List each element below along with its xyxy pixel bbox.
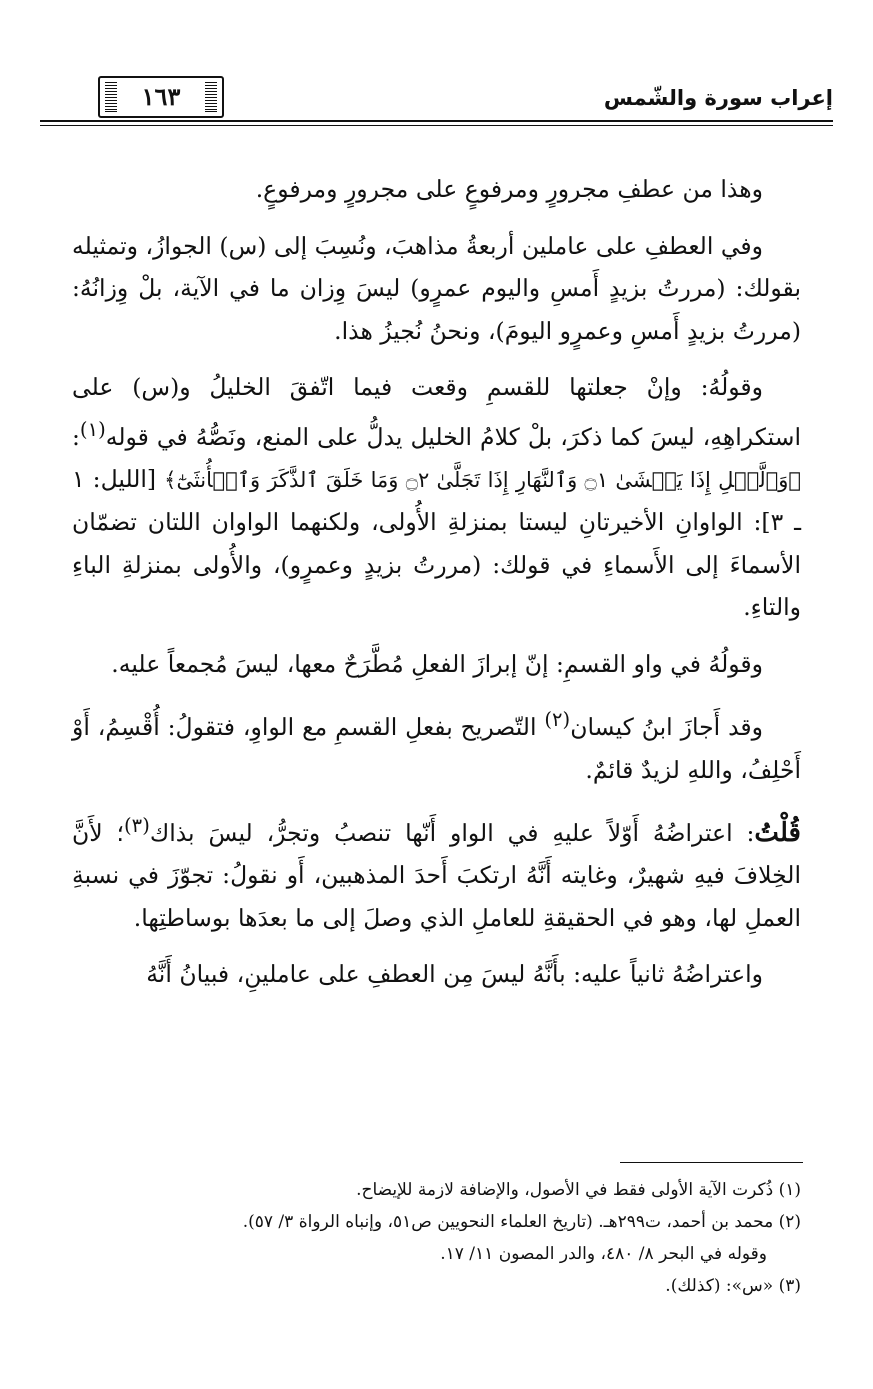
footnote-1: (١) ذُكرت الآية الأولى فقط في الأصول، والإضافة لازمة للإيضاح.	[356, 1180, 801, 1200]
paragraph-3-text-a: وقولُهُ: وإنْ جعلتها للقسمِ وقعت فيما اتّفقَ الخليلُ و(س) على استكراهِهِ، ليسَ كما ذكرَ، بلْ كلامُ الخليل يدلُّ على المنع، ونَصُّهُ في قوله	[72, 373, 801, 451]
page-number: ١٦٣	[141, 82, 181, 111]
paragraph-3-text-b: :	[72, 422, 80, 451]
footnote-2: (٢) محمد بن أحمد، ت٢٩٩هـ. (تاريخ العلماء النحويين ص٥١، وإنباه الرواة ٣/ ٥٧).	[242, 1212, 801, 1232]
footnote-3: (٣) «س»: (كذلك).	[665, 1276, 801, 1296]
main-text	[72, 168, 801, 1010]
running-title: إعراب سورة والشّمس	[603, 86, 833, 110]
paragraph-3	[72, 366, 801, 629]
keyword-qultu: قُلْتُ	[754, 817, 801, 848]
page-number-ornament	[98, 76, 224, 118]
paragraph-4: وقولُهُ في واو القسمِ: إنّ إبرازَ الفعلِ مُطَّرَحٌ معها، ليسَ مُجمعاً عليه.	[111, 649, 763, 678]
paragraph-5	[72, 699, 801, 791]
footnote-ref-3: (٣)	[124, 814, 150, 838]
footnote-ref-2: (٢)	[544, 708, 571, 732]
paragraph-2: وفي العطفِ على عاملين أربعةُ مذاهبَ، ونُسِبَ إلى (س) الجوازُ، وتمثيله بقولك: (مررتُ بزيدٍ أَمسِ واليوم عمرٍو) ليسَ وِزان ما في الآية، بلْ وِزانُهُ: (مررتُ بزيدٍ أَمسِ وعمرٍو اليومَ)، ونحنُ نُجيزُ هذا.	[71, 231, 801, 345]
paragraph-6	[72, 805, 801, 939]
paragraph-6-text-b: ؛ لأَنَّ الخِلافَ فيهِ شهيرٌ، وغايته أَنَّهُ ارتكبَ أَحدَ المذهبين، أَو نقولُ: تجوّزَ في نسبةِ العملِ لها، وهو في الحقيقةِ للعاملِ الذي وصلَ إلى ما بعدَها بوساطتِها.	[72, 818, 801, 932]
quran-verse: ﴿وَٱلَّيۡلِ إِذَا يَغۡشَىٰ ۝١ وَٱلنَّهَارِ إِذَا تَجَلَّىٰ ۝٢ وَمَا خَلَقَ ٱلذَّكَرَ وَٱلۡأُنثَىٰٓ﴾	[164, 467, 801, 492]
header-rule-thin	[40, 125, 833, 126]
paragraph-7: واعتراضُهُ ثانياً عليه: بأَنَّهُ ليسَ مِن العطفِ على عاملينِ، فبيانُ أَنَّهُ	[146, 960, 763, 989]
paragraph-3-text-c: [الليل: ١ ـ ٣]: الواوانِ الأخيرتانِ ليستا بمنزلةِ الأُولى، ولكنهما الواوان اللتان تضمّان الأسماءَ إلى الأَسماءِ في قولك: (مررتُ بزيدٍ وعمرٍو)، والأُولى بمنزلةِ الباءِ والتاءِ.	[72, 464, 802, 622]
footnotes	[72, 1174, 801, 1302]
page-header	[40, 72, 833, 130]
footnote-separator	[620, 1162, 803, 1163]
footnote-2-continued: وقوله في البحر ٨/ ٤٨٠، والدر المصون ١١/ ١٧.	[440, 1244, 767, 1264]
header-rule-thick	[40, 120, 833, 122]
paragraph-1: وهذا من عطفِ مجرورٍ ومرفوعٍ على مجرورٍ ومرفوعٍ.	[255, 175, 763, 203]
paragraph-5-text-b: التّصريح بفعلِ القسمِ مع الواوِ، فتقولُ: أُقْسِمُ، أَوْ أَحْلِفُ، واللهِ لزيدٌ قائمٌ.	[72, 713, 801, 784]
paragraph-6-text-a: : اعتراضُهُ أَوّلاً عليهِ في الواو أَنّها تنصبُ وتجرُّ، ليسَ بذاك	[149, 818, 755, 847]
footnote-ref-1: (١)	[79, 417, 106, 441]
paragraph-5-text-a: وقد أَجازَ ابنُ كيسان	[570, 713, 764, 742]
